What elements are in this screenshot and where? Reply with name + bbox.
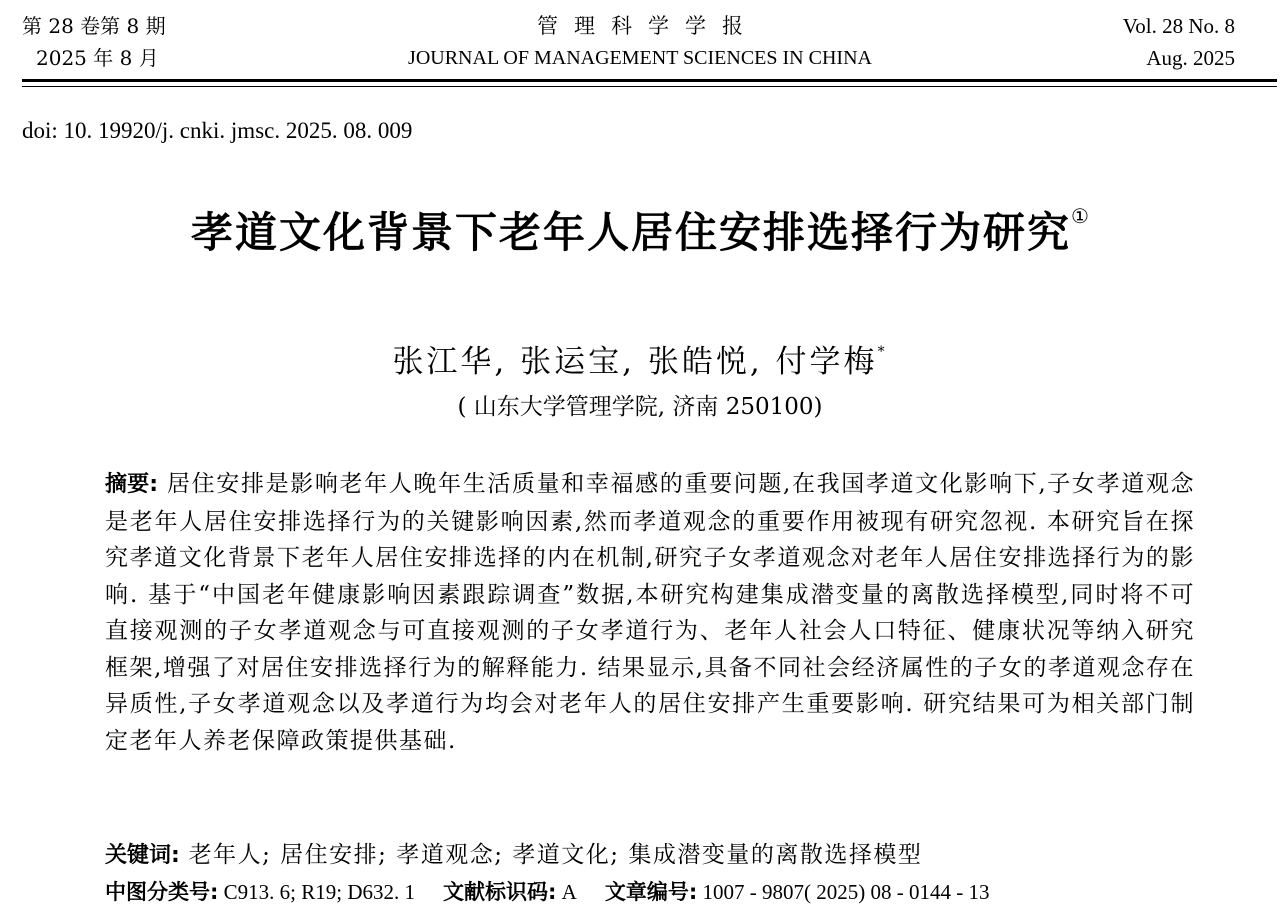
header-date-cn: 2025 年 8 月 [36,46,159,70]
doi: doi: 10. 19920/j. cnki. jmsc. 2025. 08. 009 [22,118,413,143]
abstract [105,466,1195,759]
author-list [0,336,1280,381]
article-number-label: 文章编号: [604,880,698,904]
title-footnote-mark: ① [1071,204,1089,228]
journal-masthead [0,10,1280,74]
classification-line [105,876,989,906]
paper-title-text: 孝道文化背景下老年人居住安排选择行为研究 [191,208,1072,257]
header-rule-thick [22,79,1277,82]
keywords [105,836,922,869]
author-names: 张江华, 张运宝, 张皓悦, 付学梅 [392,344,878,380]
keywords-label: 关键词: [105,843,180,868]
affiliation: ( 山东大学管理学院, 济南 250100) [457,394,823,420]
header-volume-issue-cn: 第 28 卷第 8 期 [22,14,166,38]
paper-title [0,200,1280,260]
clc-label: 中图分类号: [105,880,219,904]
journal-name-cn: 管理科学学报 [537,14,759,38]
journal-name-en: JOURNAL OF MANAGEMENT SCIENCES IN CHINA [408,47,872,69]
keywords-text: 老年人; 居住安排; 孝道观念; 孝道文化; 集成潜变量的离散选择模型 [188,842,923,868]
doc-code-value: A [561,880,577,904]
abstract-text: 居住安排是影响老年人晚年生活质量和幸福感的重要问题,在我国孝道文化影响下,子女孝道观念是老年人居住安排选择行为的关键影响因素,然而孝道观念的重要作用被现有研究忽视. 本研究旨在探究孝道文化背景下老年人居住安排选择的内在机制,研究子女孝道观念对老年人居住安排选择行为的影响. 基于“中国老年健康影响因素跟踪调查”数据,本研究构建集成潜变量的离散选择模型,同时将不可直接观测的子女孝道观念与可直接观测的子女孝道行为、老年人社会人口特征、健康状况等纳入研究框架,增强了对居住安排选择行为的解释能力. 结果显示,具备不同社会经济属性的子女的孝道观念存在异质性,子女孝道观念以及孝道行为均会对老年人的居住安排产生重要影响. 研究结果可为相关部门制定老年人养老保障政策提供基础. [105,471,1195,754]
header-rule-thin [22,86,1277,87]
header-volume-info-en [1123,10,1235,74]
header-volume-issue-en: Vol. 28 No. 8 [1122,14,1235,38]
article-number-value: 1007 - 9807( 2025) 08 - 0144 - 13 [702,880,990,904]
doc-code-label: 文献标识码: [443,880,557,904]
abstract-label: 摘要: [105,472,159,497]
clc-value: C913. 6; R19; D632. 1 [223,880,416,904]
header-date-en: Aug. 2025 [1146,46,1235,70]
corresponding-author-mark: * [877,344,888,360]
